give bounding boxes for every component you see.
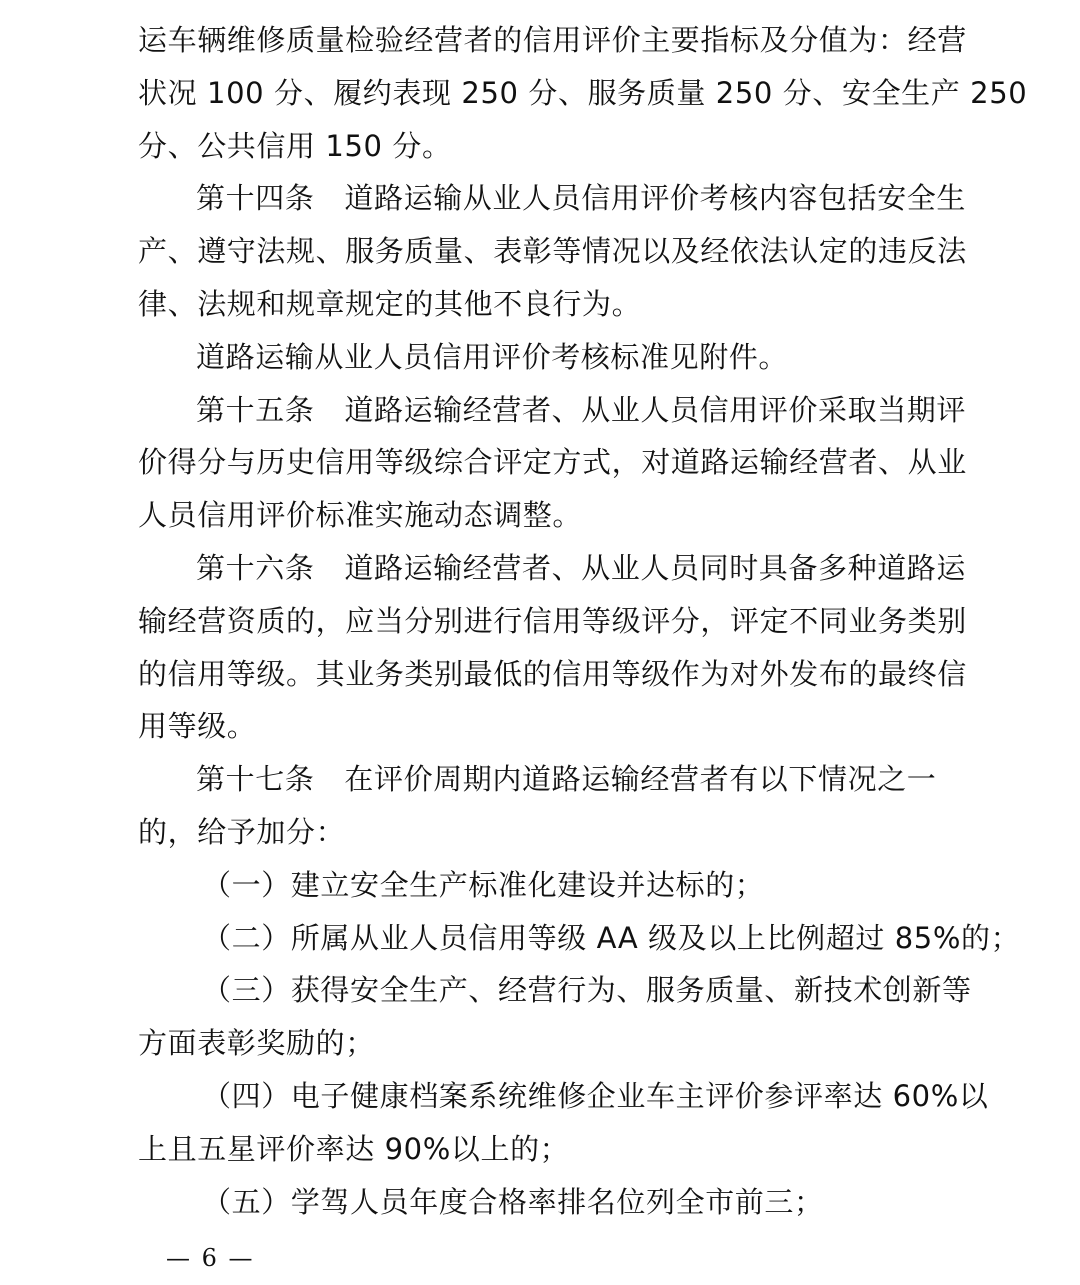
text-line	[138, 278, 953, 331]
document-body	[138, 14, 1028, 1228]
line-text: 律、法规和规章规定的其他不良行为。	[138, 286, 642, 321]
line-text: 在评价周期内道路运输经营者有以下情况之一	[344, 762, 937, 797]
text-line	[138, 648, 967, 701]
line-text: 状况 100 分、履约表现 250 分、服务质量 250 分、安全生产 250	[138, 75, 1028, 110]
text-line	[138, 700, 953, 753]
text-line	[138, 436, 967, 489]
text-line	[138, 67, 1028, 120]
text-line	[138, 331, 953, 384]
article-number: 第十七条	[196, 762, 315, 797]
page-number: — 6 —	[166, 1244, 255, 1272]
list-item	[138, 859, 953, 912]
line-text: 道路运输经营者、从业人员同时具备多种道路运	[344, 550, 967, 585]
line-text: 输经营资质的，应当分别进行信用等级评分，评定不同业务类别	[138, 603, 967, 638]
line-text: 的，给予加分：	[138, 814, 346, 849]
list-item	[138, 964, 972, 1017]
text-line	[138, 806, 953, 859]
line-text: （三）获得安全生产、经营行为、服务质量、新技术创新等	[202, 973, 972, 1008]
text-line	[138, 595, 967, 648]
line-text: 产、遵守法规、服务质量、表彰等情况以及经依法认定的违反法	[138, 234, 967, 269]
list-item	[138, 1070, 989, 1123]
list-item	[138, 912, 1021, 965]
article-16-heading-line	[138, 542, 967, 595]
line-text: 分、公共信用 150 分。	[138, 128, 452, 163]
list-item	[138, 1176, 953, 1229]
line-text: 道路运输从业人员信用评价考核标准见附件。	[196, 339, 789, 374]
line-text: 用等级。	[138, 709, 257, 744]
line-text: 方面表彰奖励的；	[138, 1026, 375, 1061]
line-text: 价得分与历史信用等级综合评定方式，对道路运输经营者、从业	[138, 445, 967, 480]
line-text: （二）所属从业人员信用等级 AA 级及以上比例超过 85%的；	[202, 920, 1021, 955]
text-line	[138, 14, 967, 67]
text-line	[138, 1017, 953, 1070]
line-text: 道路运输从业人员信用评价考核内容包括安全生	[344, 181, 967, 216]
text-line	[138, 120, 953, 173]
article-number: 第十六条	[196, 550, 315, 585]
line-text: 的信用等级。其业务类别最低的信用等级作为对外发布的最终信	[138, 656, 967, 691]
article-17-heading-line	[138, 753, 953, 806]
line-text: （一）建立安全生产标准化建设并达标的；	[202, 867, 765, 902]
text-line	[138, 225, 967, 278]
article-15-heading-line	[138, 384, 967, 437]
line-text: 道路运输经营者、从业人员信用评价采取当期评	[344, 392, 967, 427]
article-14-heading-line	[138, 172, 967, 225]
article-number: 第十五条	[196, 392, 315, 427]
line-text: （四）电子健康档案系统维修企业车主评价参评率达 60%以	[202, 1078, 989, 1113]
line-text: （五）学驾人员年度合格率排名位列全市前三；	[202, 1184, 824, 1219]
line-text: 人员信用评价标准实施动态调整。	[138, 498, 583, 533]
line-text: 运车辆维修质量检验经营者的信用评价主要指标及分值为：经营	[138, 23, 967, 57]
article-number: 第十四条	[196, 181, 315, 216]
text-line	[138, 1123, 953, 1176]
line-text: 上且五星评价率达 90%以上的；	[138, 1131, 570, 1166]
text-line	[138, 489, 953, 542]
